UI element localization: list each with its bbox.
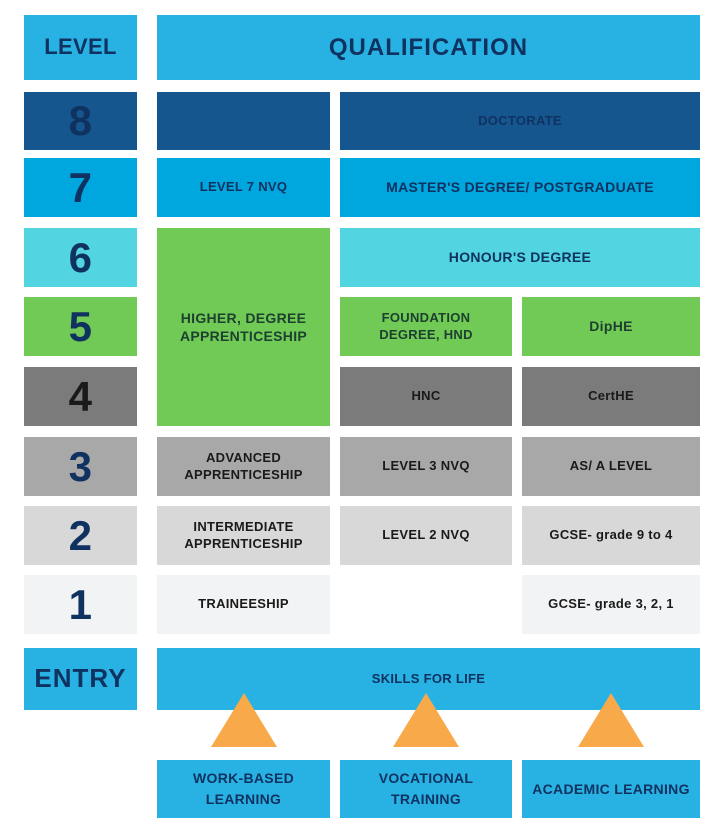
cell-level2-nvq: LEVEL 2 NVQ (340, 506, 512, 565)
cell-level8-empty (157, 92, 330, 150)
level-1-badge: 1 (24, 575, 137, 634)
pathway-work-based-learning: WORK-BASED LEARNING (157, 760, 330, 818)
cell-as-a-level: AS/ A LEVEL (522, 437, 700, 496)
cell-honours-degree: HONOUR'S DEGREE (340, 228, 700, 287)
arrow-up-icon-academic (578, 693, 644, 747)
cell-higher-degree-apprenticeship: HIGHER, DEGREE APPRENTICESHIP (157, 228, 330, 426)
cell-skills-for-life: SKILLS FOR LIFE (157, 648, 700, 710)
entry-level-badge: ENTRY (24, 648, 137, 710)
cell-masters-degree: MASTER'S DEGREE/ POSTGRADUATE (340, 158, 700, 217)
cell-level3-nvq: LEVEL 3 NVQ (340, 437, 512, 496)
level-column-header: LEVEL (24, 15, 137, 80)
level-2-badge: 2 (24, 506, 137, 565)
qualification-column-header: QUALIFICATION (157, 15, 700, 80)
cell-gcse-9-to-4: GCSE- grade 9 to 4 (522, 506, 700, 565)
cell-level7-nvq: LEVEL 7 NVQ (157, 158, 330, 217)
cell-intermediate-apprenticeship: INTERMEDIATE APPRENTICESHIP (157, 506, 330, 565)
cell-diphe: DipHE (522, 297, 700, 356)
cell-doctorate: DOCTORATE (340, 92, 700, 150)
arrow-up-icon-work-based (211, 693, 277, 747)
cell-gcse-3-2-1: GCSE- grade 3, 2, 1 (522, 575, 700, 634)
pathway-vocational-training: VOCATIONAL TRAINING (340, 760, 512, 818)
level-4-badge: 4 (24, 367, 137, 426)
arrow-up-icon-vocational (393, 693, 459, 747)
level-7-badge: 7 (24, 158, 137, 217)
level-8-badge: 8 (24, 92, 137, 150)
level-5-badge: 5 (24, 297, 137, 356)
cell-foundation-degree-hnd: FOUNDATION DEGREE, HND (340, 297, 512, 356)
cell-advanced-apprenticeship: ADVANCED APPRENTICESHIP (157, 437, 330, 496)
level-3-badge: 3 (24, 437, 137, 496)
cell-certhe: CertHE (522, 367, 700, 426)
cell-traineeship: TRAINEESHIP (157, 575, 330, 634)
cell-hnc: HNC (340, 367, 512, 426)
pathway-academic-learning: ACADEMIC LEARNING (522, 760, 700, 818)
level-6-badge: 6 (24, 228, 137, 287)
